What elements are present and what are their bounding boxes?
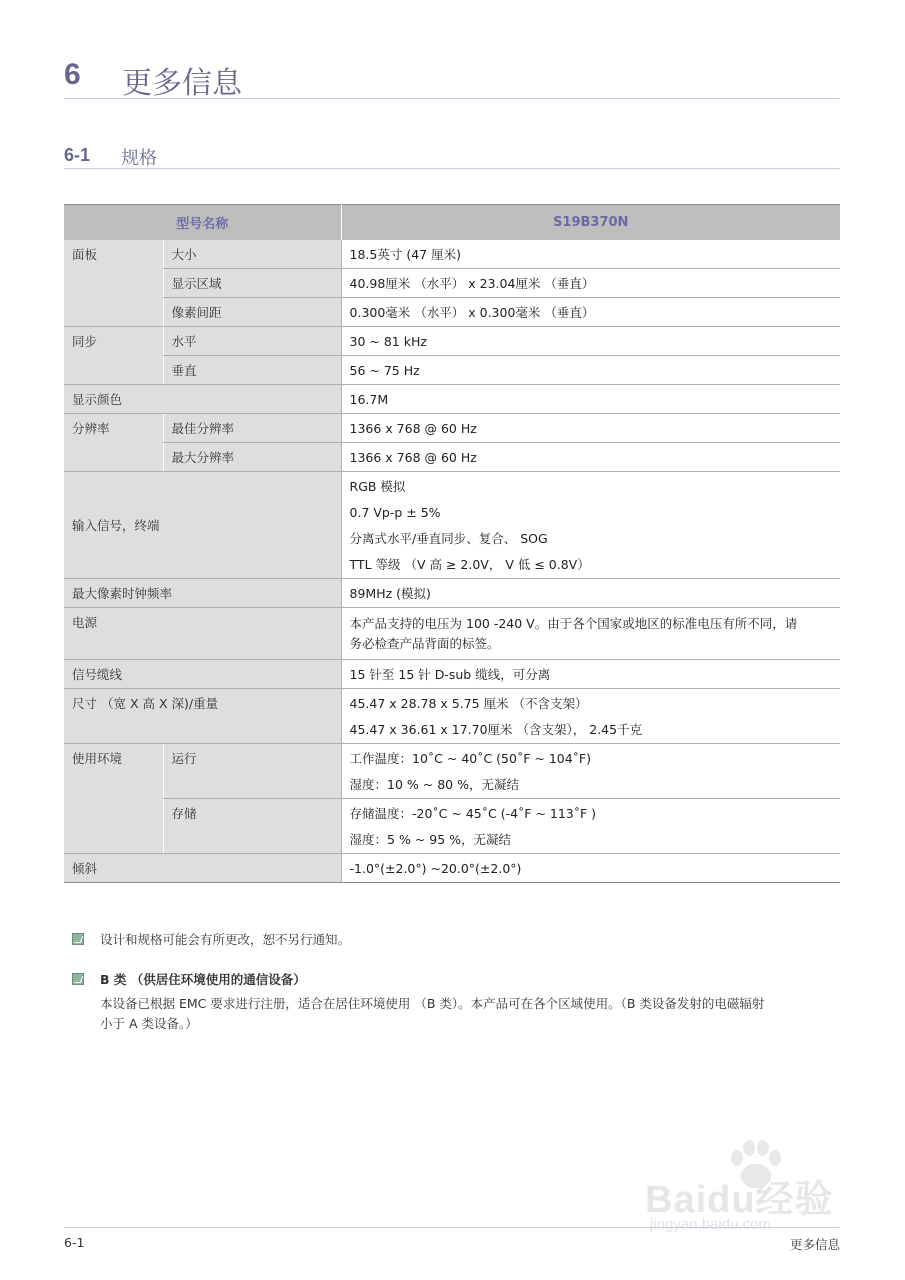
power-value xyxy=(341,608,840,660)
table-header-row xyxy=(64,205,840,241)
colors-label: 显示颜色 xyxy=(64,385,341,414)
dimensions-line: 45.47 x 36.61 x 17.70厘米 （含支架）， 2.45千克 xyxy=(349,722,643,737)
environment-line: 湿度：10 % ~ 80 %，无凝结 xyxy=(349,777,519,792)
note-icon xyxy=(72,973,84,985)
power-line: 本产品支持的电压为 100 -240 V。由于各个国家或地区的标准电压有所不同，请 xyxy=(349,616,798,631)
environment-op-label: 运行 xyxy=(163,744,341,799)
section-title: 规格 xyxy=(121,148,157,169)
table-row xyxy=(64,660,840,689)
input-line: RGB 模拟 xyxy=(349,479,406,494)
watermark-text: Baidu经验 xyxy=(645,1179,834,1221)
resolution-opt-value: 1366 x 768 @ 60 Hz xyxy=(341,414,840,443)
panel-area-value: 40.98厘米 （水平） x 23.04厘米 （垂直） xyxy=(341,269,840,298)
watermark-url: jingyan.baidu.com xyxy=(650,1216,771,1233)
sync-v-label: 垂直 xyxy=(163,356,341,385)
table-row xyxy=(64,414,840,443)
table-row xyxy=(64,298,840,327)
resolution-label: 分辨率 xyxy=(64,414,163,472)
table-row xyxy=(64,327,840,356)
spec-table xyxy=(64,204,840,883)
note-title: B 类 （供居住环境使用的通信设备） xyxy=(100,972,306,987)
environment-st-label: 存储 xyxy=(163,799,341,854)
tilt-label: 倾斜 xyxy=(64,854,341,883)
table-row xyxy=(64,799,840,854)
tilt-value: -1.0°(±2.0°) ~20.0°(±2.0°) xyxy=(341,854,840,883)
table-row xyxy=(64,385,840,414)
notes-section xyxy=(72,930,840,1034)
table-row xyxy=(64,240,840,269)
note-text: 设计和规格可能会有所更改，恕不另行通知。 xyxy=(100,932,351,947)
resolution-opt-label: 最佳分辨率 xyxy=(163,414,341,443)
table-row xyxy=(64,608,840,660)
input-line: 分离式水平/垂直同步、复合、 SOG xyxy=(349,531,548,546)
sync-label: 同步 xyxy=(64,327,163,385)
section-heading xyxy=(64,144,840,169)
dimensions-label: 尺寸 （宽 X 高 X 深)/重量 xyxy=(64,689,341,744)
panel-area-label: 显示区域 xyxy=(163,269,341,298)
chapter-heading xyxy=(64,58,840,99)
panel-pitch-value: 0.300毫米 （水平） x 0.300毫米 （垂直） xyxy=(341,298,840,327)
pixel-clock-label: 最大像素时钟频率 xyxy=(64,579,341,608)
baidu-watermark xyxy=(645,1140,855,1240)
cable-label: 信号缆线 xyxy=(64,660,341,689)
dimensions-value xyxy=(341,689,840,744)
panel-pitch-label: 像素间距 xyxy=(163,298,341,327)
table-row xyxy=(64,269,840,298)
resolution-max-label: 最大分辨率 xyxy=(163,443,341,472)
table-row xyxy=(64,579,840,608)
resolution-max-value: 1366 x 768 @ 60 Hz xyxy=(341,443,840,472)
footer-page-number: 6-1 xyxy=(64,1235,85,1250)
environment-st-value xyxy=(341,799,840,854)
pixel-clock-value: 89MHz (模拟) xyxy=(341,579,840,608)
colors-value: 16.7M xyxy=(341,385,840,414)
table-row xyxy=(64,443,840,472)
chapter-number: 6 xyxy=(64,58,81,91)
input-label: 输入信号，终端 xyxy=(64,472,341,579)
table-row xyxy=(64,744,840,799)
input-line: 0.7 Vp-p ± 5% xyxy=(349,505,441,520)
sync-v-value: 56 ~ 75 Hz xyxy=(341,356,840,385)
table-row xyxy=(64,854,840,883)
environment-line: 工作温度：10˚C ~ 40˚C (50˚F ~ 104˚F) xyxy=(349,751,591,766)
note-text: 本设备已根据 EMC 要求进行注册，适合在居住环境使用 （B 类）。本产品可在各个区域使用。（B 类设备发射的电磁辐射 xyxy=(100,996,765,1011)
table-row xyxy=(64,356,840,385)
panel-size-label: 大小 xyxy=(163,240,341,269)
model-value-header: S19B370N xyxy=(341,205,840,241)
note-item xyxy=(72,930,840,950)
sync-h-value: 30 ~ 81 kHz xyxy=(341,327,840,356)
panel-label: 面板 xyxy=(64,240,163,327)
chapter-title: 更多信息 xyxy=(122,66,242,101)
note-text: 小于 A 类设备。） xyxy=(100,1016,198,1031)
input-line: TTL 等级 （V 高 ≥ 2.0V， V 低 ≤ 0.8V） xyxy=(349,557,590,572)
model-name-header: 型号名称 xyxy=(64,205,341,241)
input-values xyxy=(341,472,840,579)
environment-line: 存储温度：-20˚C ~ 45˚C (-4˚F ~ 113˚F ) xyxy=(349,806,597,821)
footer-divider xyxy=(64,1227,840,1228)
section-number: 6-1 xyxy=(64,145,91,165)
power-label: 电源 xyxy=(64,608,341,660)
dimensions-line: 45.47 x 28.78 x 5.75 厘米 （不含支架） xyxy=(349,696,588,711)
power-line: 务必检查产品背面的标签。 xyxy=(349,636,500,651)
environment-line: 湿度：5 % ~ 95 %，无凝结 xyxy=(349,832,511,847)
sync-h-label: 水平 xyxy=(163,327,341,356)
panel-size-value: 18.5英寸 (47 厘米) xyxy=(341,240,840,269)
footer-chapter-title: 更多信息 xyxy=(789,1237,840,1252)
table-row xyxy=(64,472,840,579)
note-item xyxy=(72,970,840,1034)
cable-value: 15 针至 15 针 D-sub 缆线，可分离 xyxy=(341,660,840,689)
environment-label: 使用环境 xyxy=(64,744,163,854)
note-icon xyxy=(72,933,84,945)
environment-op-value xyxy=(341,744,840,799)
table-row xyxy=(64,689,840,744)
